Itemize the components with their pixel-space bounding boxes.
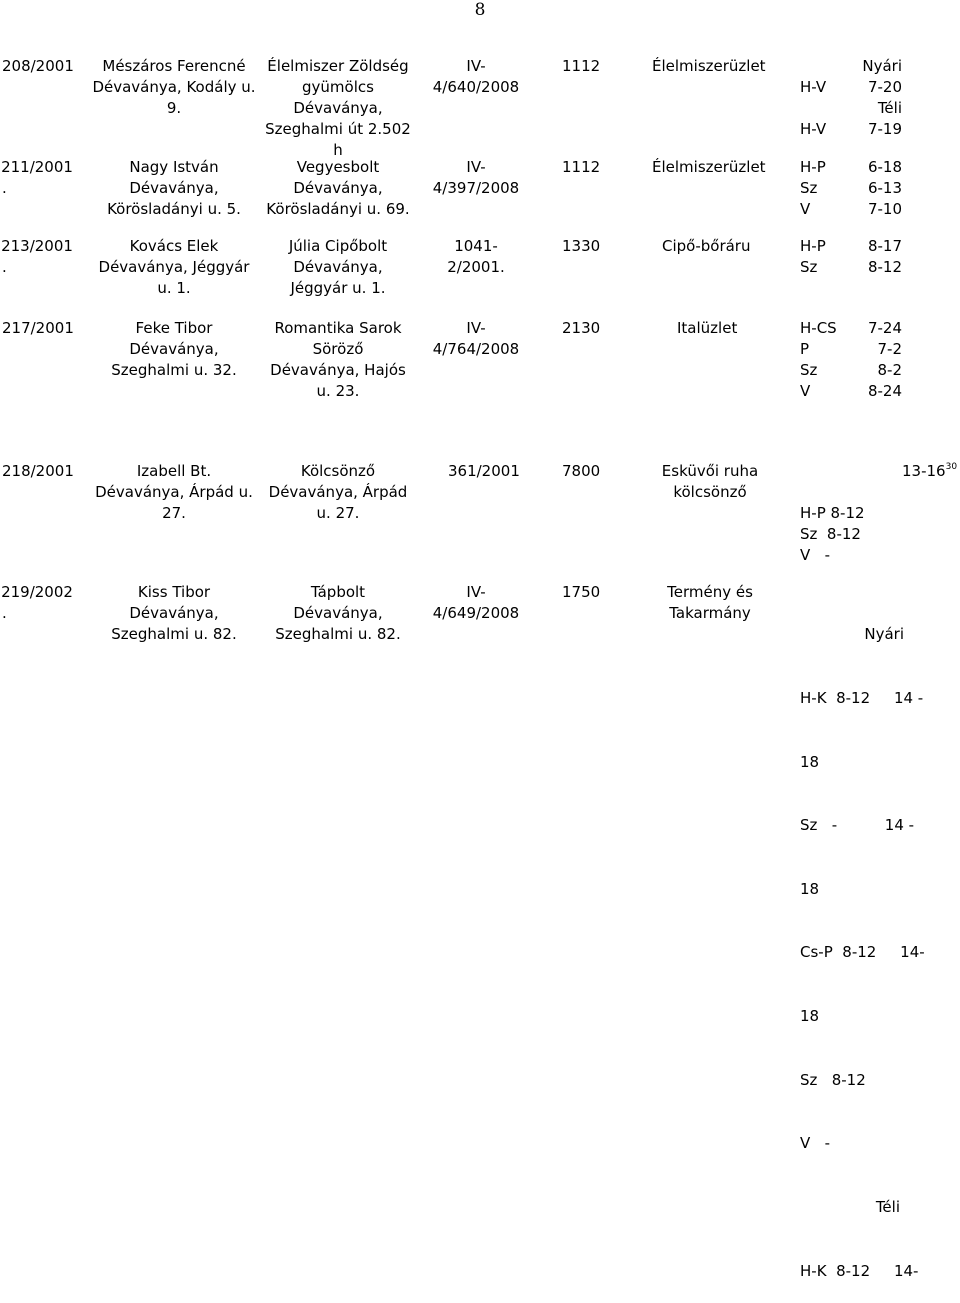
shop: Kölcsönző Dévaványa, Árpád u. 27. <box>268 462 408 522</box>
record-id: 217/2001 <box>2 319 74 337</box>
record-id: 219/2002 . <box>1 583 73 622</box>
shop-type: Élelmiszerüzlet <box>652 57 766 75</box>
shop-type: Cipő-bőráru <box>662 237 751 255</box>
opening-times: Nyári 7-20 Téli 7-19 <box>862 57 902 138</box>
permit: IV- 4/640/2008 <box>432 57 520 96</box>
shop: Tápbolt Dévaványa, Szeghalmi u. 82. <box>275 583 401 643</box>
opening-days: H-P Sz V <box>800 158 826 218</box>
shop-type: Italüzlet <box>677 319 738 337</box>
opening-times: 7-24 7-2 8-2 8-24 <box>867 319 902 400</box>
afternoon-time: $13-16^{30}$ <box>902 462 958 480</box>
permit: IV- 4/397/2008 <box>432 158 520 197</box>
activity-code: 1330 <box>562 237 601 255</box>
record-id: 213/2001 . <box>1 237 73 276</box>
shop-type: Termény és Takarmány <box>667 583 753 622</box>
shop: Élelmiszer Zöldség gyümölcs Dévaványa, Szeghalmi út 2.502 h <box>265 57 411 159</box>
activity-code: 1112 <box>562 158 601 176</box>
shop: Júlia Cipőbolt Dévaványa, Jéggyár u. 1. <box>288 237 388 297</box>
opening-times: 8-17 8-12 <box>867 237 902 276</box>
opening-hours: Nyári H-K 8-12 14 - 18 Sz - 14 - 18 Cs-P 8-12 14- 18 Sz 8-12 V - Téli H-K 8-12 14- <box>800 625 925 1280</box>
opening-days: H-V H-V <box>800 78 827 138</box>
owner: Feke Tibor Dévaványa, Szeghalmi u. 32. <box>111 319 237 379</box>
permit: 1041- 2/2001. <box>447 237 505 276</box>
opening-times: 6-18 6-13 7-10 <box>867 158 902 218</box>
permit: IV- 4/764/2008 <box>432 319 520 358</box>
activity-code: 7800 <box>562 462 601 480</box>
owner: Kiss Tibor Dévaványa, Szeghalmi u. 82. <box>111 583 237 643</box>
shop: Romantika Sarok Söröző Dévaványa, Hajós u. 23. <box>270 319 406 400</box>
activity-code: 1112 <box>562 57 601 75</box>
shop-type: Élelmiszerüzlet <box>652 158 766 176</box>
record-id: 208/2001 <box>2 57 74 75</box>
activity-code: 2130 <box>562 319 601 337</box>
page-number: 8 <box>474 0 486 20</box>
permit: 361/2001 <box>448 462 520 480</box>
activity-code: 1750 <box>562 583 601 601</box>
record-id: 218/2001 <box>2 462 74 480</box>
opening-hours: H-P 8-12 Sz 8-12 V - <box>800 504 865 564</box>
record-id: 211/2001 . <box>1 158 73 197</box>
shop: Vegyesbolt Dévaványa, Körösladányi u. 69. <box>266 158 410 218</box>
permit: IV- 4/649/2008 <box>432 583 520 622</box>
owner: Kovács Elek Dévaványa, Jéggyár u. 1. <box>98 237 250 297</box>
owner: Mészáros Ferencné Dévaványa, Kodály u. 9. <box>92 57 256 117</box>
opening-days: H-CS P Sz V <box>800 319 837 400</box>
owner: Nagy István Dévaványa, Körösladányi u. 5. <box>107 158 241 218</box>
opening-days: H-P Sz <box>800 237 826 276</box>
shop-type: Esküvői ruha kölcsönző <box>661 462 759 501</box>
owner: Izabell Bt. Dévaványa, Árpád u. 27. <box>95 462 253 522</box>
